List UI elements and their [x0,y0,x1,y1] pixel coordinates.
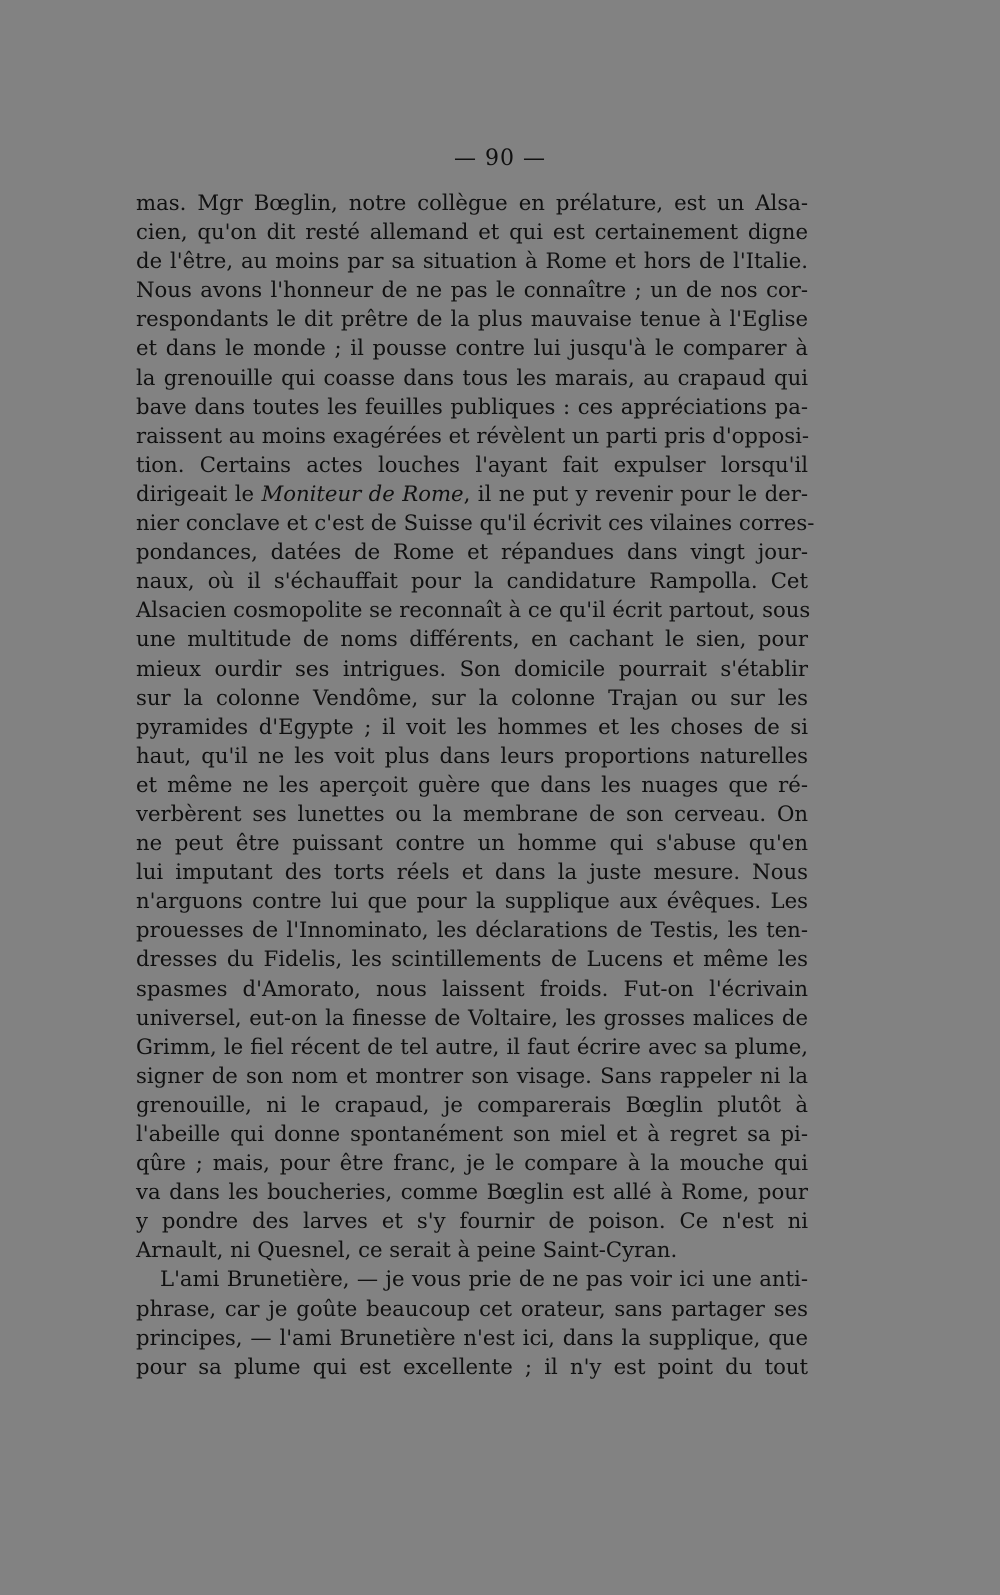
text-line: sur la colonne Vendôme, sur la colonne Trajan ou sur les [136,684,808,710]
text-line: l'abeille qui donne spontanément son miel et à regret sa pi- [136,1121,808,1146]
text-line: Arnault, ni Quesnel, ce serait à peine Saint-Cyran. [136,1237,678,1263]
text-line: cien, qu'on dit resté allemand et qui est certainement digne [136,219,808,245]
text-line: dresses du Fidelis, les scintillements de Lucens et même les [136,946,808,972]
text-line: universel, eut-on la finesse de Voltaire, les grosses malices de [136,1004,808,1030]
body-text [136,188,815,1381]
paragraph [136,1264,808,1380]
text-line: bave dans toutes les feuilles publiques : ces appréciations pa- [136,393,808,419]
text-line: et même ne les aperçoit guère que dans les nuages que ré- [136,771,808,797]
text-line: mas. Mgr Bœglin, notre collègue en prélature, est un Alsa- [136,190,808,215]
periodical-title: Moniteur de Rome [261,480,464,506]
text-line: prouesses de l'Innominato, les déclarations de Testis, les ten- [136,917,808,943]
text-line: tion. Certains actes louches l'ayant fait expulser lorsqu'il [136,451,808,477]
text-run: dirigeait le [136,480,262,506]
text-line: pondances, datées de Rome et répandues dans vingt jour- [136,539,808,565]
text-line: et dans le monde ; il pousse contre lui jusqu'à le comparer à [136,335,808,361]
text-line: de l'être, au moins par sa situation à Rome et hors de l'Italie. [136,248,808,274]
text-line: y pondre des larves et s'y fournir de poison. Ce n'est ni [136,1208,808,1234]
text-line: naux, où il s'échauffait pour la candidature Rampolla. Cet [136,568,808,594]
text-line: qûre ; mais, pour être franc, je le compare à la mouche qui [136,1150,808,1176]
text-line: lui imputant des torts réels et dans la juste mesure. Nous [136,859,808,885]
text-line: nier conclave et c'est de Suisse qu'il écrivit ces vilaines corres- [136,510,815,536]
text-line: verbèrent ses lunettes ou la membrane de son cerveau. On [136,800,808,826]
text-line: raissent au moins exagérées et révèlent un parti pris d'opposi- [136,422,810,448]
text-line: va dans les boucheries, comme Bœglin est allé à Rome, pour [136,1179,808,1205]
text-line: L'ami Brunetière, — je vous prie de ne pas voir ici une anti- [160,1266,808,1292]
text-line: Alsacien cosmopolite se reconnaît à ce qu'il écrit partout, sous [136,597,811,623]
text-line-with-italic [136,479,808,508]
text-line: haut, qu'il ne les voit plus dans leurs proportions naturelles [136,742,808,768]
text-line: n'arguons contre lui que pour la supplique aux évêques. Les [136,888,808,914]
paragraph [136,188,815,1264]
text-line: pyramides d'Egypte ; il voit les hommes et les choses de si [136,713,808,739]
text-line: Grimm, le fiel récent de tel autre, il faut écrire avec sa plume, [136,1033,808,1059]
text-line: mieux ourdir ses intrigues. Son domicile pourrait s'établir [136,655,808,681]
text-line: spasmes d'Amorato, nous laissent froids. Fut-on l'écrivain [136,975,808,1001]
text-line: pour sa plume qui est excellente ; il n'y est point du tout [136,1353,808,1379]
text-line: signer de son nom et montrer son visage. Sans rappeler ni la [136,1062,808,1088]
text-line: principes, — l'ami Brunetière n'est ici, dans la supplique, que [136,1324,808,1350]
text-line: phrase, car je goûte beaucoup cet orateur, sans partager ses [136,1295,808,1321]
text-line: la grenouille qui coasse dans tous les marais, au crapaud qui [136,364,808,390]
text-line: une multitude de noms différents, en cachant le sien, pour [136,626,808,652]
text-line: grenouille, ni le crapaud, je comparerais Bœglin plutôt à [136,1091,808,1117]
text-run: , il ne put y revenir pour le der- [463,480,808,506]
text-line: respondants le dit prêtre de la plus mauvaise tenue à l'Eglise [136,306,808,332]
text-line: Nous avons l'honneur de ne pas le connaître ; un de nos cor- [136,277,808,303]
text-line: ne peut être puissant contre un homme qui s'abuse qu'en [136,830,808,856]
page-number: — 90 — [454,146,546,171]
